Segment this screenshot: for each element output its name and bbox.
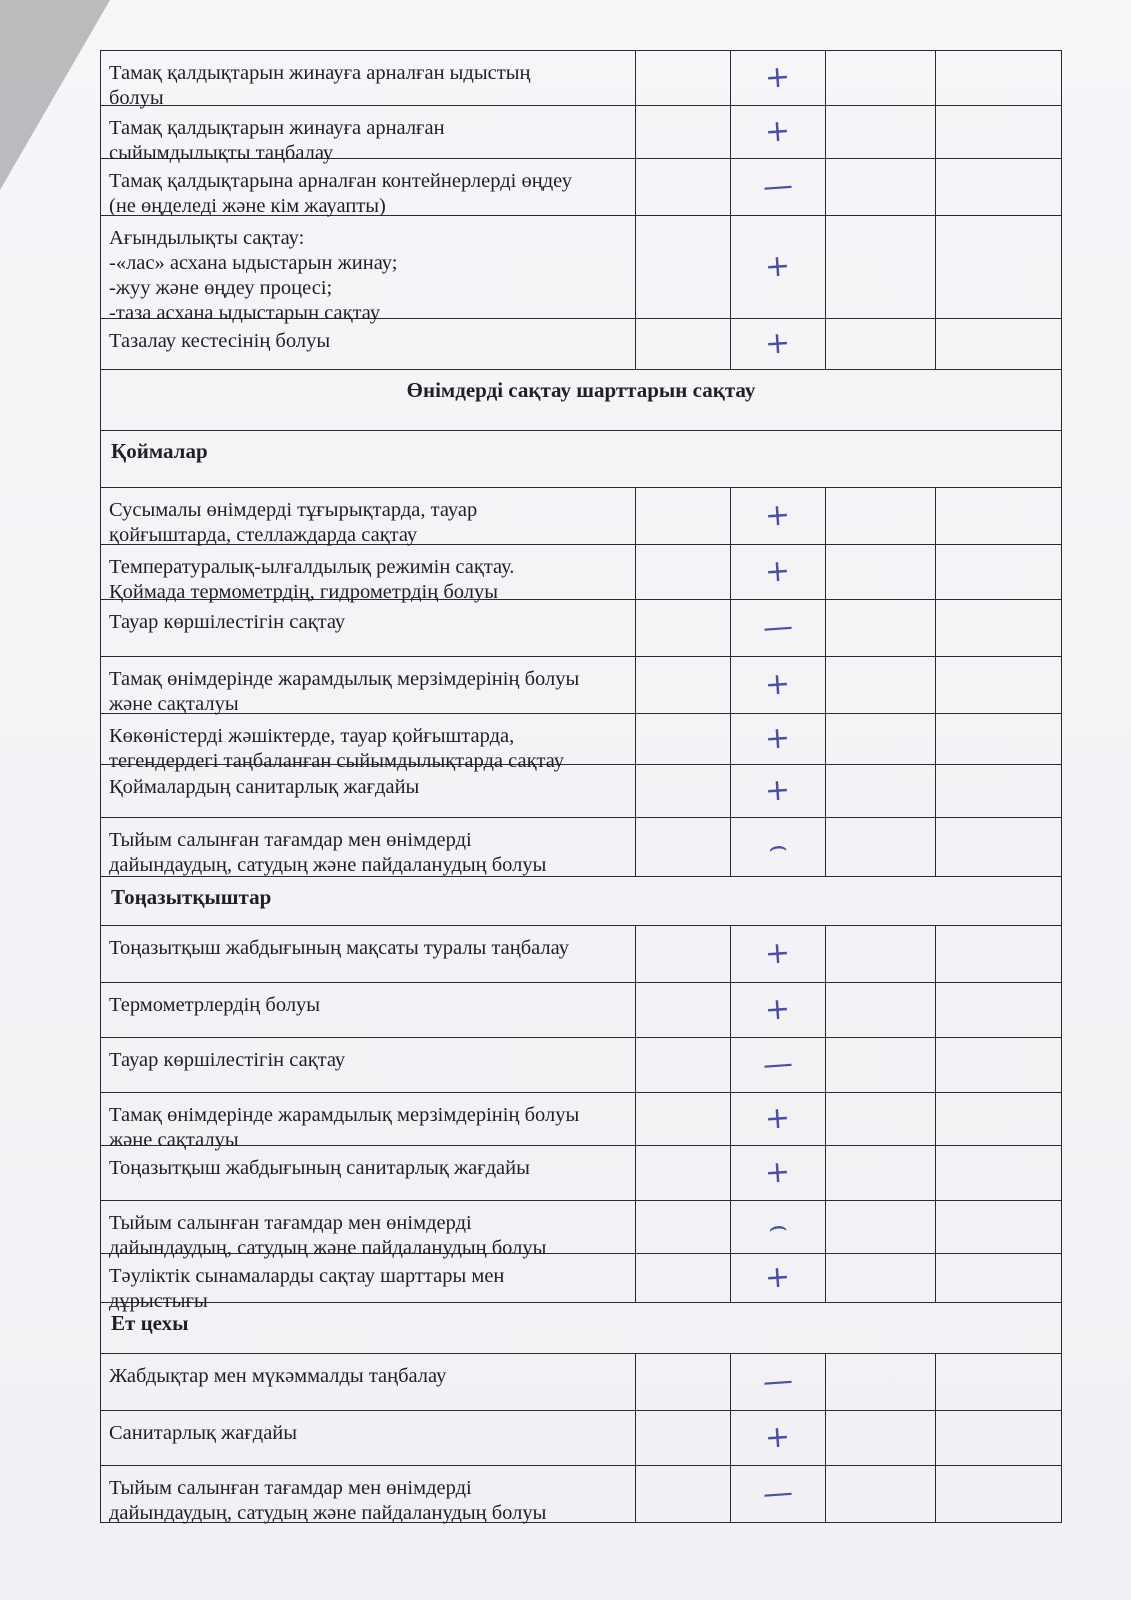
empty-cell bbox=[636, 1201, 731, 1253]
mark-cell bbox=[731, 1146, 826, 1200]
table-row bbox=[101, 1466, 1061, 1523]
section-heading: Өнімдерді сақтау шарттарын сақтау bbox=[406, 378, 756, 402]
table-row bbox=[101, 1038, 1061, 1093]
empty-cell bbox=[826, 714, 936, 764]
empty-cell bbox=[936, 926, 1061, 982]
section-heading-row bbox=[101, 1303, 1061, 1354]
table-row bbox=[101, 600, 1061, 657]
empty-cell bbox=[936, 657, 1061, 713]
criterion-text: Температуралық-ылғалдылық режимін сақтау. Қоймада термометрдің, гидрометрдің болуы bbox=[101, 545, 636, 599]
empty-cell bbox=[936, 600, 1061, 656]
table-row bbox=[101, 106, 1061, 164]
criterion-text: Тамақ қалдықтарына арналған контейнерлерді өңдеу (не өңделеді және кім жауапты) bbox=[101, 159, 636, 215]
empty-cell bbox=[936, 1254, 1061, 1302]
empty-cell bbox=[826, 51, 936, 105]
table-row bbox=[101, 1201, 1061, 1259]
empty-cell bbox=[826, 488, 936, 544]
empty-cell bbox=[826, 818, 936, 876]
mark-cell bbox=[731, 545, 826, 599]
empty-cell bbox=[636, 1354, 731, 1410]
section-heading: Тоңазытқыштар bbox=[111, 885, 272, 909]
empty-cell bbox=[826, 545, 936, 599]
table-row bbox=[101, 657, 1061, 714]
criterion-text: Тауар көршілестігін сақтау bbox=[101, 600, 636, 656]
empty-cell bbox=[826, 1254, 936, 1302]
mark-cell bbox=[731, 714, 826, 764]
empty-cell bbox=[936, 1093, 1061, 1145]
table-row bbox=[101, 818, 1061, 877]
handwritten-mark: + bbox=[764, 59, 792, 96]
mark-cell bbox=[731, 1093, 826, 1145]
table-row bbox=[101, 216, 1061, 324]
handwritten-mark: + bbox=[764, 248, 792, 285]
empty-cell bbox=[826, 1038, 936, 1092]
empty-cell bbox=[936, 1201, 1061, 1253]
empty-cell bbox=[936, 159, 1061, 215]
empty-cell bbox=[636, 159, 731, 215]
mark-cell bbox=[731, 106, 826, 158]
empty-cell bbox=[826, 1146, 936, 1200]
mark-cell bbox=[731, 159, 826, 215]
criterion-text: Тазалау кестесінің болуы bbox=[101, 319, 636, 369]
criterion-text: Сусымалы өнімдерді тұғырықтарда, тауар қойғыштарда, стеллаждарда сақтау bbox=[101, 488, 636, 544]
empty-cell bbox=[936, 765, 1061, 817]
handwritten-mark: + bbox=[764, 113, 792, 150]
handwritten-mark: + bbox=[764, 1259, 792, 1296]
empty-cell bbox=[936, 488, 1061, 544]
empty-cell bbox=[936, 1411, 1061, 1465]
empty-cell bbox=[826, 106, 936, 158]
empty-cell bbox=[636, 818, 731, 876]
mark-cell bbox=[731, 926, 826, 982]
handwritten-mark: — bbox=[761, 1362, 795, 1401]
empty-cell bbox=[826, 1354, 936, 1410]
empty-cell bbox=[826, 765, 936, 817]
empty-cell bbox=[936, 714, 1061, 764]
mark-cell bbox=[731, 1254, 826, 1302]
mark-cell bbox=[731, 488, 826, 544]
criterion-text: Ағындылықты сақтау: -«лас» асхана ыдыстарын жинау; -жуу және өңдеу процесі; -таза асхана ыдыстарын сақтау bbox=[101, 216, 636, 318]
table-row bbox=[101, 1093, 1061, 1151]
handwritten-mark: + bbox=[764, 1100, 792, 1137]
section-heading: Қоймалар bbox=[111, 439, 208, 463]
mark-cell bbox=[731, 51, 826, 105]
criterion-text: Термометрлердің болуы bbox=[101, 983, 636, 1037]
empty-cell bbox=[826, 216, 936, 318]
handwritten-mark: + bbox=[764, 1419, 792, 1456]
criterion-text: Тыйым салынған тағамдар мен өнімдерді дайындаудың, сатудың және пайдаланудың болуы bbox=[101, 1201, 636, 1253]
empty-cell bbox=[636, 600, 731, 656]
empty-cell bbox=[636, 1254, 731, 1302]
empty-cell bbox=[636, 1038, 731, 1092]
handwritten-mark: ⌢ bbox=[766, 1208, 790, 1245]
mark-cell bbox=[731, 1354, 826, 1410]
empty-cell bbox=[936, 1038, 1061, 1092]
handwritten-mark: + bbox=[764, 991, 792, 1028]
handwritten-mark: + bbox=[764, 497, 792, 534]
table-row bbox=[101, 1146, 1061, 1201]
empty-cell bbox=[936, 1146, 1061, 1200]
section-heading-row bbox=[101, 370, 1061, 431]
empty-cell bbox=[936, 1466, 1061, 1522]
empty-cell bbox=[826, 1466, 936, 1522]
mark-cell bbox=[731, 1466, 826, 1522]
empty-cell bbox=[936, 51, 1061, 105]
criterion-text: Тыйым салынған тағамдар мен өнімдерді дайындаудың, сатудың және пайдаланудың болуы bbox=[101, 1466, 636, 1522]
empty-cell bbox=[826, 319, 936, 369]
mark-cell bbox=[731, 319, 826, 369]
handwritten-mark: + bbox=[764, 325, 792, 362]
empty-cell bbox=[936, 106, 1061, 158]
empty-cell bbox=[636, 1146, 731, 1200]
mark-cell bbox=[731, 1038, 826, 1092]
empty-cell bbox=[936, 983, 1061, 1037]
checklist-table bbox=[100, 50, 1062, 1523]
empty-cell bbox=[826, 159, 936, 215]
empty-cell bbox=[636, 319, 731, 369]
criterion-text: Тауар көршілестігін сақтау bbox=[101, 1038, 636, 1092]
handwritten-mark: ⌢ bbox=[766, 828, 790, 865]
criterion-text: Тыйым салынған тағамдар мен өнімдерді дайындаудың, сатудың және пайдаланудың болуы bbox=[101, 818, 636, 876]
criterion-text: Тамақ өнімдерінде жарамдылық мерзімдерінің болуы және сақталуы bbox=[101, 657, 636, 713]
empty-cell bbox=[936, 319, 1061, 369]
empty-cell bbox=[636, 657, 731, 713]
table-row bbox=[101, 1254, 1061, 1312]
handwritten-mark: — bbox=[761, 608, 795, 647]
mark-cell bbox=[731, 216, 826, 318]
table-row bbox=[101, 1354, 1061, 1411]
empty-cell bbox=[636, 51, 731, 105]
section-heading: Ет цехы bbox=[111, 1311, 189, 1335]
empty-cell bbox=[636, 714, 731, 764]
mark-cell bbox=[731, 657, 826, 713]
empty-cell bbox=[936, 216, 1061, 318]
empty-cell bbox=[636, 106, 731, 158]
empty-cell bbox=[636, 1411, 731, 1465]
empty-cell bbox=[636, 545, 731, 599]
table-row bbox=[101, 51, 1061, 109]
mark-cell bbox=[731, 765, 826, 817]
table-row bbox=[101, 488, 1061, 545]
table-row bbox=[101, 714, 1061, 772]
page-corner-shadow bbox=[0, 0, 110, 190]
empty-cell bbox=[826, 1411, 936, 1465]
empty-cell bbox=[936, 818, 1061, 876]
handwritten-mark: — bbox=[761, 1474, 795, 1513]
empty-cell bbox=[826, 600, 936, 656]
criterion-text: Тамақ қалдықтарын жинауға арналған сыйымдылықты таңбалау bbox=[101, 106, 636, 158]
handwritten-mark: + bbox=[764, 720, 792, 757]
handwritten-mark: + bbox=[764, 553, 792, 590]
criterion-text: Жабдықтар мен мүкәммалды таңбалау bbox=[101, 1354, 636, 1410]
empty-cell bbox=[826, 657, 936, 713]
table-row bbox=[101, 545, 1061, 603]
empty-cell bbox=[636, 1466, 731, 1522]
empty-cell bbox=[826, 1201, 936, 1253]
criterion-text: Санитарлық жағдайы bbox=[101, 1411, 636, 1465]
mark-cell bbox=[731, 1201, 826, 1253]
table-row bbox=[101, 1411, 1061, 1466]
empty-cell bbox=[936, 1354, 1061, 1410]
mark-cell bbox=[731, 818, 826, 876]
criterion-text: Тамақ қалдықтарын жинауға арналған ыдыстың болуы bbox=[101, 51, 636, 105]
handwritten-mark: + bbox=[764, 935, 792, 972]
empty-cell bbox=[636, 983, 731, 1037]
empty-cell bbox=[936, 545, 1061, 599]
section-heading-row bbox=[101, 877, 1061, 926]
criterion-text: Тәуліктік сынамаларды сақтау шарттары мен дұрыстығы bbox=[101, 1254, 636, 1302]
criterion-text: Тоңазытқыш жабдығының санитарлық жағдайы bbox=[101, 1146, 636, 1200]
criterion-text: Тамақ өнімдерінде жарамдылық мерзімдерінің болуы және сақталуы bbox=[101, 1093, 636, 1145]
empty-cell bbox=[826, 1093, 936, 1145]
handwritten-mark: + bbox=[764, 772, 792, 809]
mark-cell bbox=[731, 1411, 826, 1465]
handwritten-mark: + bbox=[764, 666, 792, 703]
table-row bbox=[101, 319, 1061, 370]
table-row bbox=[101, 765, 1061, 818]
table-row bbox=[101, 983, 1061, 1038]
section-heading-row bbox=[101, 431, 1061, 488]
empty-cell bbox=[636, 1093, 731, 1145]
mark-cell bbox=[731, 600, 826, 656]
criterion-text: Көкөністерді жәшіктерде, тауар қойғыштарда, тегендердегі таңбаланған сыйымдылықтарда сақтау bbox=[101, 714, 636, 764]
criterion-text: Қоймалардың санитарлық жағдайы bbox=[101, 765, 636, 817]
mark-cell bbox=[731, 983, 826, 1037]
table-row bbox=[101, 159, 1061, 216]
handwritten-mark: — bbox=[761, 167, 795, 206]
handwritten-mark: — bbox=[761, 1045, 795, 1084]
empty-cell bbox=[636, 765, 731, 817]
empty-cell bbox=[826, 926, 936, 982]
empty-cell bbox=[636, 488, 731, 544]
table-row bbox=[101, 926, 1061, 983]
empty-cell bbox=[826, 983, 936, 1037]
handwritten-mark: + bbox=[764, 1154, 792, 1191]
criterion-text: Тоңазытқыш жабдығының мақсаты туралы таңбалау bbox=[101, 926, 636, 982]
empty-cell bbox=[636, 926, 731, 982]
empty-cell bbox=[636, 216, 731, 318]
